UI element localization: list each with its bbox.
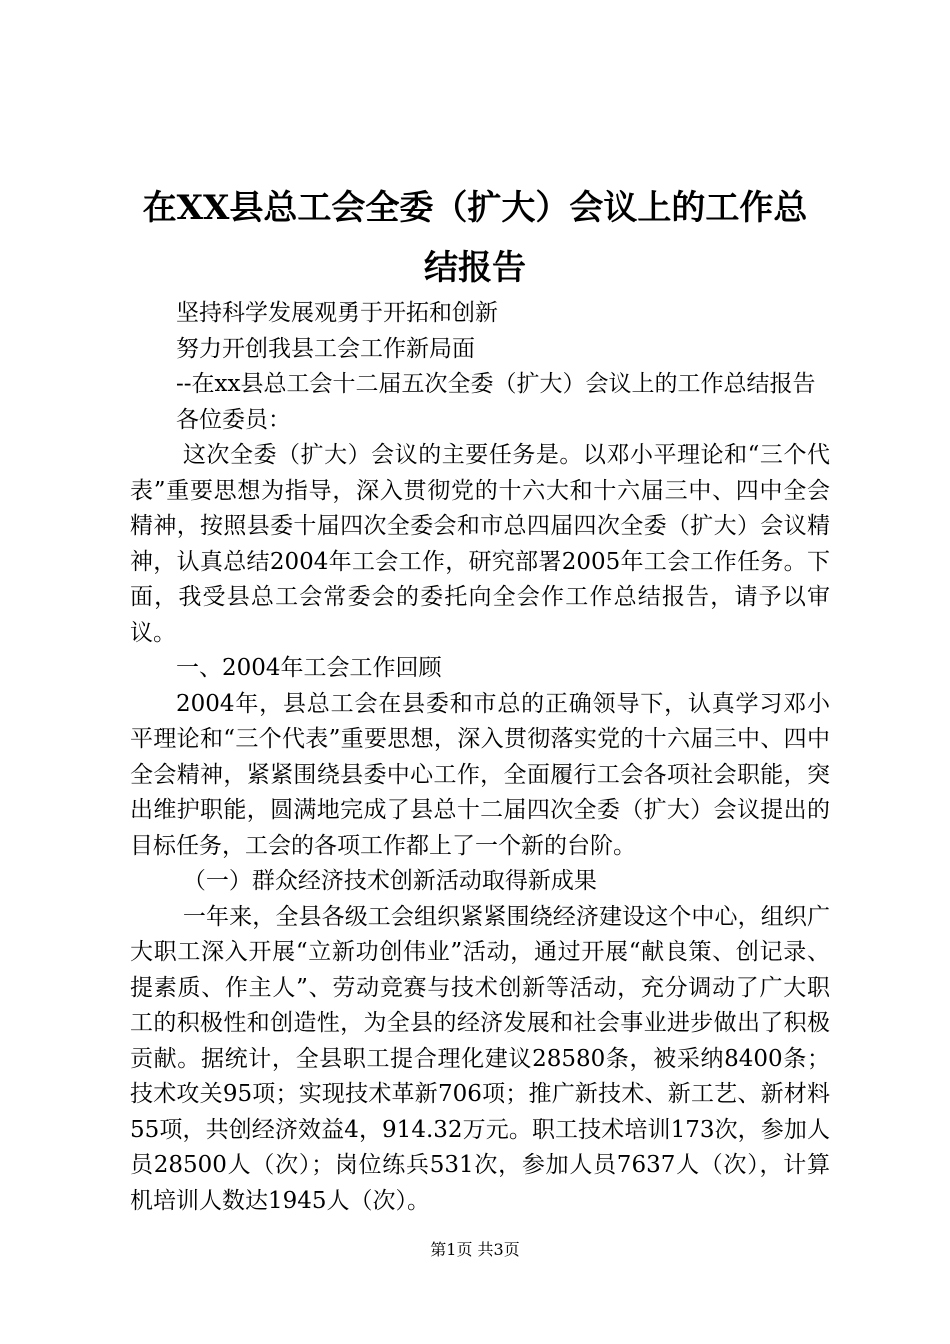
subsection-heading: （一）群众经济技术创新活动取得新成果 <box>182 868 597 894</box>
subtitle-line-1: 坚持科学发展观勇于开拓和创新 <box>176 300 498 326</box>
section-heading: 一、2004年工会工作回顾 <box>176 655 442 681</box>
subtitle-line-3: --在xx县总工会十二届五次全委（扩大）会议上的工作总结报告 <box>176 371 816 397</box>
salutation: 各位委员： <box>176 406 291 433</box>
document-title-line-1: 在XX县总工会全委（扩大）会议上的工作总 <box>142 188 808 228</box>
document-body <box>130 296 830 1219</box>
page-footer: 第1页 共3页 <box>430 1240 520 1259</box>
body-paragraph: 2004年，县总工会在县委和市总的正确领导下，认真学习邓小平理论和“三个代表”重要思想，深入贯彻落实党的十六届三中、四中全会精神，紧紧围绕县委中心工作，全面履行工会各项社会职能，突出维护职能，圆满地完成了县总十二届四次全委（扩大）会议提出的目标任务，工会的各项工作都上了一个新的台阶。 <box>130 690 830 859</box>
body-paragraph: 一年来，全县各级工会组织紧紧围绕经济建设这个中心，组织广大职工深入开展“立新功创伟业”活动，通过开展“献良策、创记录、提素质、作主人”、劳动竞赛与技术创新等活动，充分调动了广大职工的积极性和创造性，为全县的经济发展和社会事业进步做出了积极贡献。据统计，全县职工提合理化建议28580条，被采纳8400条；技术攻关95项；实现技术革新706项；推广新技术、新工艺、新材料55项，共创经济效益4，914.32万元。职工技术培训173次，参加人员28500人（次）；岗位练兵531次，参加人员7637人（次），计算机培训人数达1945人（次）。 <box>130 903 830 1214</box>
subtitle-line-2: 努力开创我县工会工作新局面 <box>176 335 475 362</box>
document-title-line-2: 结报告 <box>424 248 526 288</box>
body-paragraph: 这次全委（扩大）会议的主要任务是。以邓小平理论和“三个代表”重要思想为指导，深入贯彻党的十六大和十六届三中、四中全会精神，按照县委十届四次全委会和市总四届四次全委（扩大）会议精神，认真总结2004年工会工作，研究部署2005年工会工作任务。下面，我受县总工会常委会的委托向全会作工作总结报告，请予以审议。 <box>130 442 830 646</box>
